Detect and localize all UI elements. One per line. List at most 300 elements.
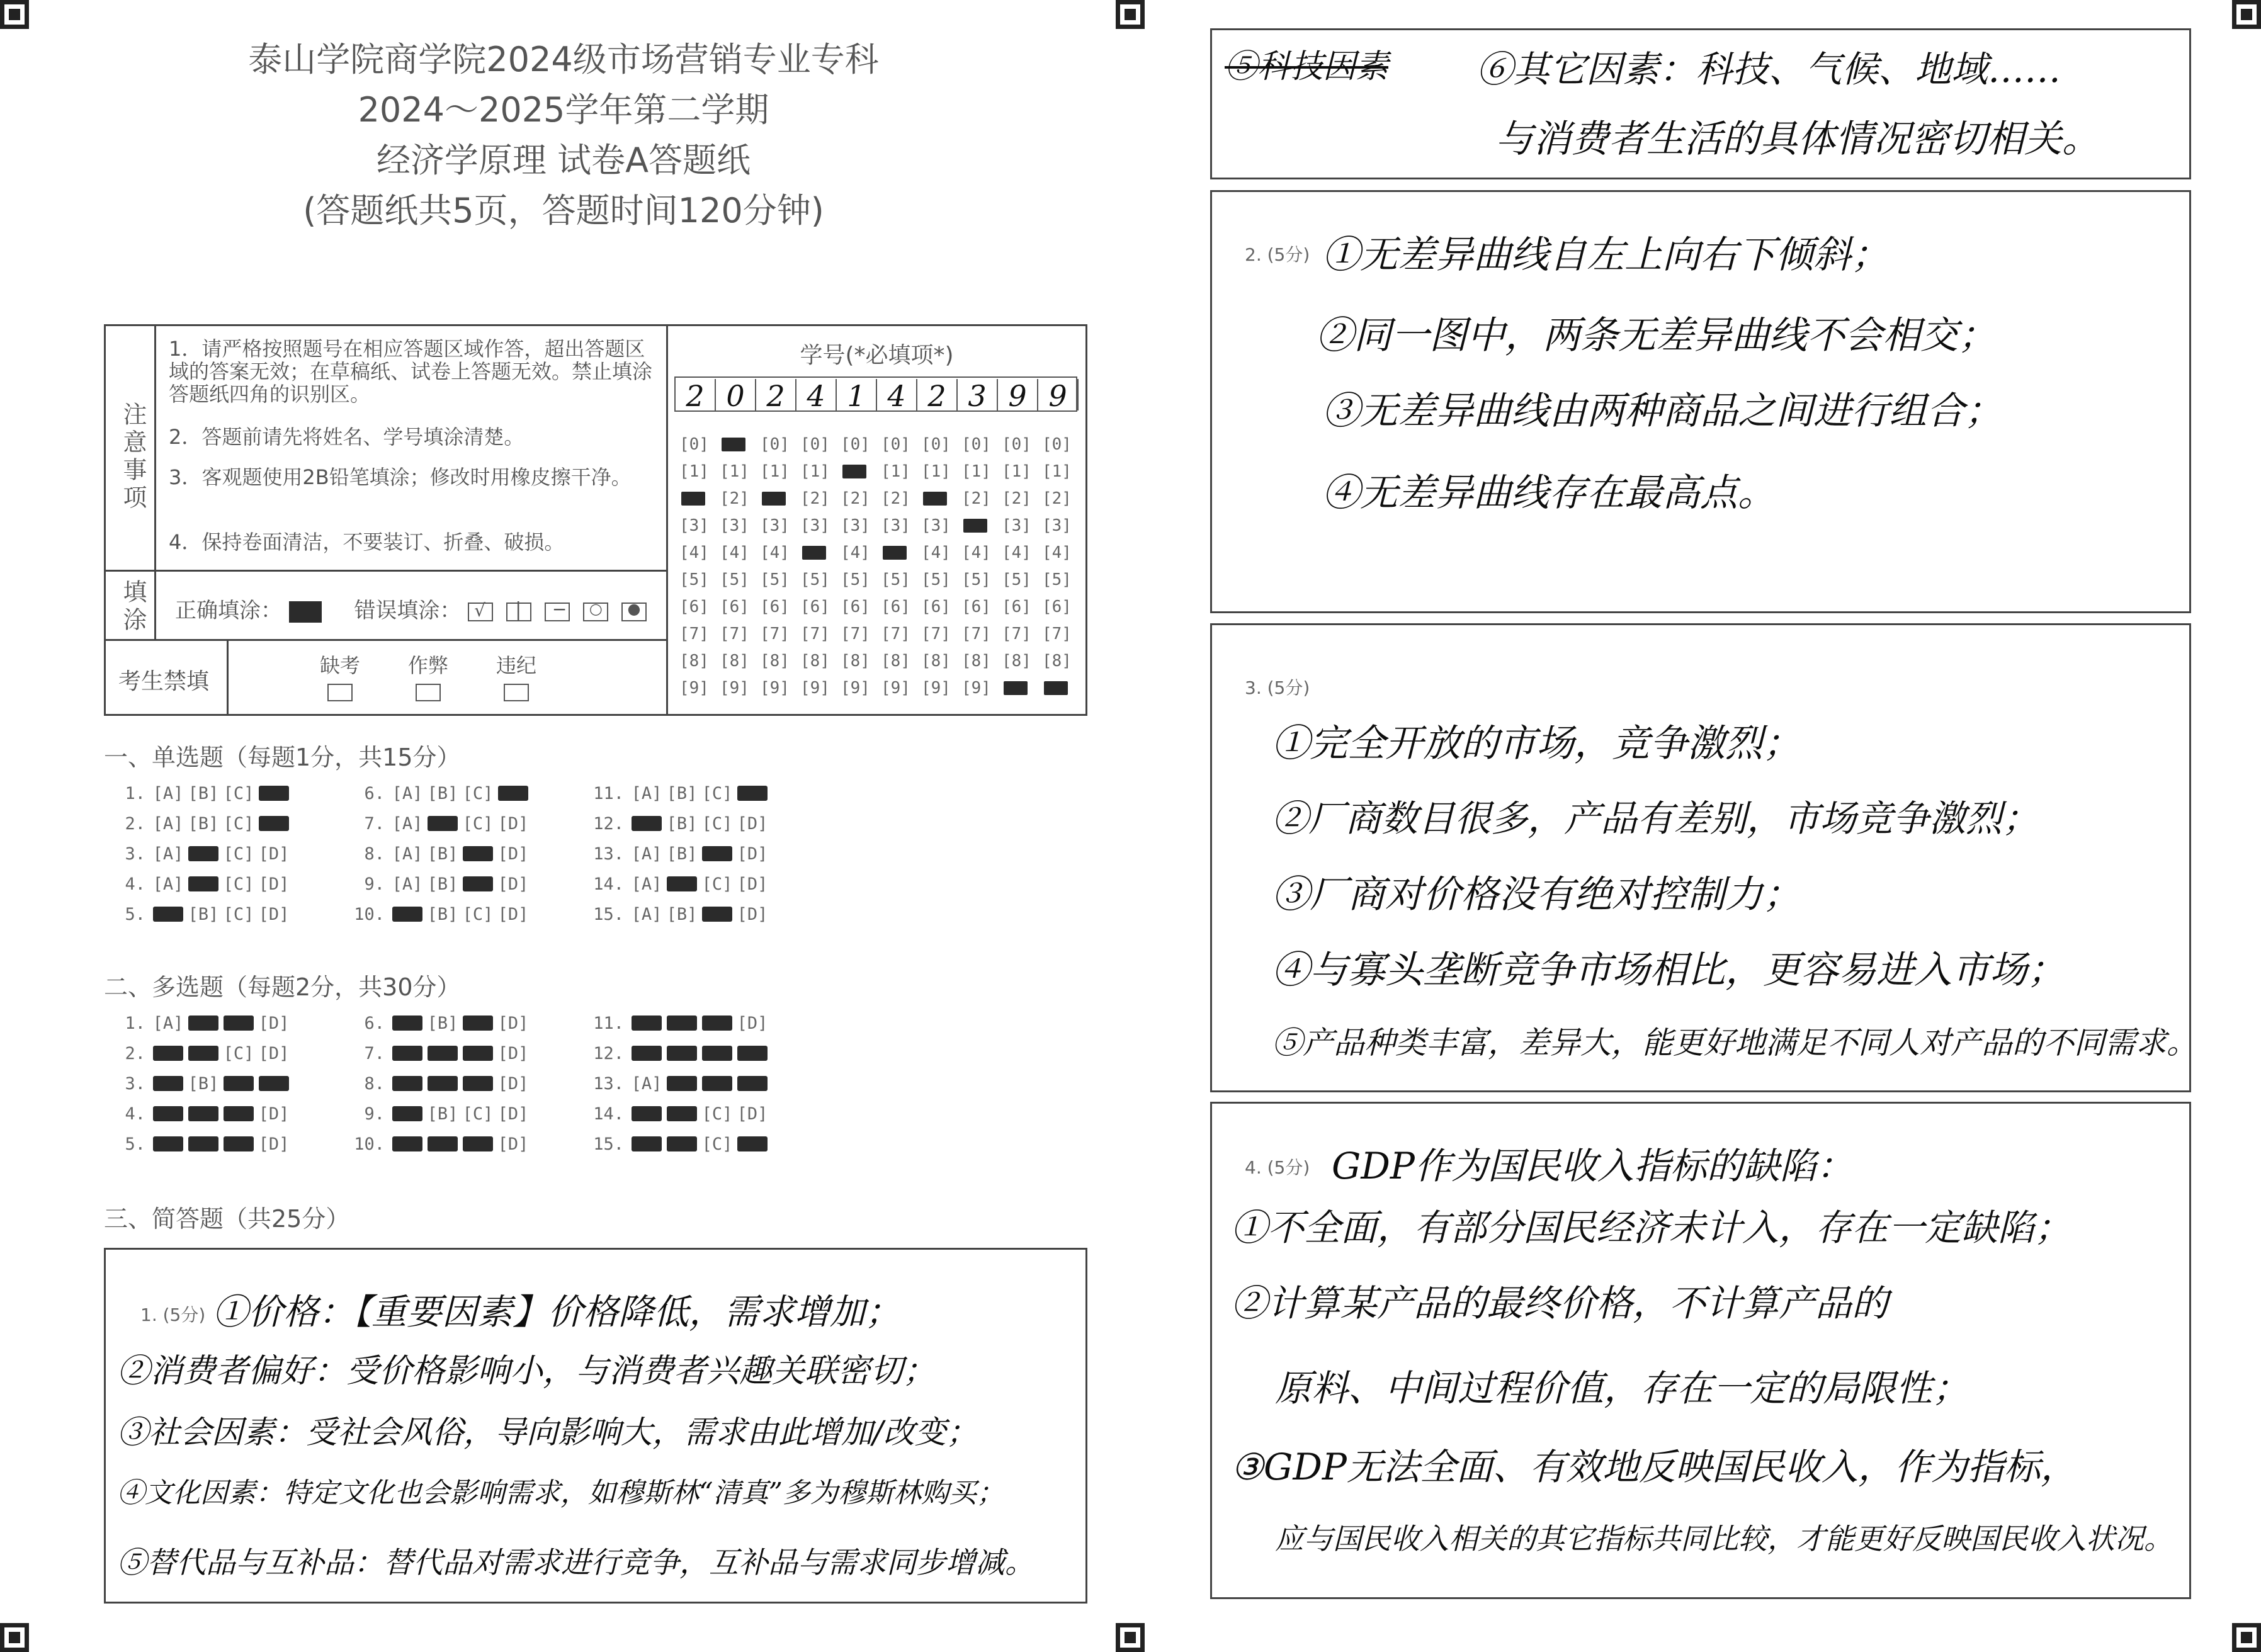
student-id-bubble[interactable]: [4] — [961, 543, 991, 562]
student-id-bubble[interactable]: [0] — [921, 435, 951, 454]
student-id-bubble[interactable]: [1] — [760, 462, 790, 481]
option-bubble[interactable]: [C] — [701, 1104, 733, 1124]
student-id-bubble[interactable]: [3] — [921, 516, 951, 535]
answer-box-q2[interactable] — [1210, 190, 2191, 613]
student-id-bubble[interactable]: [9] — [760, 679, 790, 698]
student-id-bubble[interactable]: [3] — [1042, 516, 1072, 535]
option-bubble[interactable]: [D] — [497, 1074, 529, 1094]
student-id-bubble[interactable]: [9] — [881, 679, 910, 698]
student-id-bubble[interactable]: [7] — [961, 625, 991, 643]
student-id-bubble[interactable]: [0] — [841, 435, 870, 454]
option-bubble[interactable] — [390, 905, 425, 922]
option-bubble[interactable]: [B] — [188, 905, 219, 924]
student-id-bubble[interactable]: [2] — [1002, 489, 1031, 508]
question-number: 6. — [364, 1014, 385, 1033]
question-row — [589, 905, 770, 924]
exam-header — [0, 35, 1127, 236]
student-id-bubble[interactable]: [8] — [720, 652, 749, 670]
student-id-bubble[interactable]: [8] — [841, 652, 870, 670]
student-id-bubble[interactable]: [8] — [961, 652, 991, 670]
option-bubble[interactable] — [150, 905, 186, 922]
option-bubble[interactable] — [664, 1134, 700, 1152]
q4-line-5: ③GDP无法全面、有效地反映国民收入，作为指标， — [1231, 1445, 2077, 1488]
question-number: 5. — [125, 905, 145, 924]
option-bubble[interactable] — [150, 1044, 186, 1061]
student-id-digit: 2 — [917, 379, 958, 410]
student-id-bubble[interactable]: [1] — [921, 462, 951, 481]
student-id-bubble[interactable] — [800, 541, 828, 564]
option-bubble[interactable] — [221, 1104, 256, 1122]
option-bubble[interactable]: [B] — [427, 874, 458, 894]
ban-section — [106, 641, 668, 714]
q2-line-1: ①无差异曲线自左上向右下倾斜； — [1322, 233, 1889, 277]
option-bubble[interactable] — [664, 1104, 700, 1122]
student-id-bubble[interactable]: [6] — [800, 597, 830, 616]
question-number: 1. — [125, 784, 145, 803]
student-id-bubble[interactable]: [4] — [841, 543, 870, 562]
option-bubble[interactable] — [664, 1014, 700, 1031]
student-id-bubble[interactable]: [4] — [1002, 543, 1031, 562]
option-bubble[interactable]: [D] — [258, 1044, 290, 1063]
student-id-digit: 2 — [756, 379, 796, 410]
option-bubble[interactable]: [D] — [737, 844, 768, 864]
question-row — [349, 905, 531, 924]
option-bubble[interactable]: [A] — [392, 844, 423, 864]
fill-example — [175, 593, 653, 624]
student-id-bubble[interactable]: [3] — [800, 516, 830, 535]
option-bubble[interactable] — [186, 1014, 221, 1031]
q1-cont-line-2: 与消费者生活的具体情况密切相关。 — [1495, 117, 2100, 161]
option-bubble[interactable] — [460, 844, 496, 862]
student-id-bubble[interactable]: [6] — [841, 597, 870, 616]
fill-label-cell — [106, 572, 156, 639]
student-id-bubble[interactable] — [881, 541, 909, 564]
option-bubble[interactable]: [C] — [223, 814, 254, 834]
student-id-bubble[interactable] — [760, 487, 788, 510]
q4-line-4: 原料、中间过程价值，存在一定的局限性； — [1275, 1367, 1969, 1410]
option-bubble[interactable] — [425, 1074, 460, 1092]
student-id-bubble[interactable]: [1] — [881, 462, 910, 481]
option-bubble[interactable] — [390, 1104, 425, 1122]
option-bubble[interactable] — [425, 1044, 460, 1061]
option-bubble[interactable]: [A] — [392, 784, 423, 803]
student-id-digit: 9 — [1038, 379, 1079, 410]
question-number: 14. — [593, 874, 624, 894]
question-row — [110, 1014, 292, 1033]
student-id-bubble[interactable]: [8] — [1002, 652, 1031, 670]
option-bubble[interactable] — [425, 1134, 460, 1152]
q1-line-2: ②消费者偏好：受价格影响小，与消费者兴趣关联密切； — [117, 1352, 936, 1390]
option-bubble[interactable]: [D] — [258, 874, 290, 894]
student-id-bubble[interactable]: [5] — [760, 570, 790, 589]
option-bubble[interactable] — [186, 1134, 221, 1152]
option-bubble[interactable]: [B] — [427, 1014, 458, 1033]
question-row — [589, 1134, 770, 1154]
option-bubble[interactable] — [629, 1104, 664, 1122]
answer-box-q1-continued[interactable] — [1210, 28, 2191, 179]
wrong-fill-label: 错误填涂： — [354, 598, 462, 623]
student-id-bubble[interactable] — [1002, 677, 1029, 699]
option-bubble[interactable]: [B] — [188, 784, 219, 803]
option-bubble[interactable]: [D] — [258, 1104, 290, 1124]
student-id-bubble[interactable]: [6] — [921, 597, 951, 616]
option-bubble[interactable] — [221, 1074, 256, 1092]
q1-line-5: ⑤替代品与互补品：替代品对需求进行竞争，互补品与需求同步增减。 — [117, 1546, 1034, 1580]
student-id-bubble[interactable]: [6] — [881, 597, 910, 616]
student-id-bubble[interactable]: [9] — [720, 679, 749, 698]
option-bubble[interactable]: [D] — [497, 1104, 529, 1124]
option-bubble[interactable] — [150, 1104, 186, 1122]
student-id-bubble[interactable]: [0] — [881, 435, 910, 454]
option-bubble[interactable] — [735, 784, 770, 801]
student-id-bubble[interactable] — [841, 460, 868, 483]
student-id-bubble[interactable]: [9] — [841, 679, 870, 698]
question-row — [110, 1044, 292, 1063]
student-id-bubble[interactable]: [0] — [1002, 435, 1031, 454]
option-bubble[interactable]: [A] — [152, 1014, 184, 1033]
student-id-bubble[interactable]: [9] — [800, 679, 830, 698]
single-choice-grid — [110, 784, 866, 935]
student-id-bubble[interactable]: [3] — [760, 516, 790, 535]
answer-box-q4[interactable] — [1210, 1102, 2191, 1599]
student-id-section — [668, 326, 1085, 714]
option-bubble[interactable]: [D] — [497, 1044, 529, 1063]
question-number: 11. — [593, 784, 624, 803]
student-id-bubble[interactable]: [9] — [921, 679, 951, 698]
option-bubble[interactable]: [A] — [631, 1074, 662, 1094]
option-bubble[interactable] — [735, 1074, 770, 1092]
option-bubble[interactable]: [B] — [427, 905, 458, 924]
student-id-bubble[interactable]: [5] — [881, 570, 910, 589]
option-bubble[interactable]: [B] — [188, 814, 219, 834]
option-bubble[interactable]: [D] — [737, 905, 768, 924]
ban-option-cheat[interactable]: 作弊 — [408, 650, 448, 701]
option-bubble[interactable] — [629, 814, 664, 832]
section3-title: 三、简答题（共25分） — [104, 1205, 350, 1233]
student-id-bubble[interactable]: [1] — [1002, 462, 1031, 481]
student-id-bubble[interactable]: [4] — [1042, 543, 1072, 562]
student-id-bubble[interactable]: [2] — [841, 489, 870, 508]
q1-struck-text: ⑤科技因素 — [1225, 48, 1389, 86]
student-id-bubble[interactable]: [1] — [679, 462, 709, 481]
student-id-bubble[interactable]: [7] — [841, 625, 870, 643]
option-bubble[interactable] — [390, 1134, 425, 1152]
student-id-bubble[interactable]: [6] — [679, 597, 709, 616]
student-id-bubble[interactable]: [2] — [881, 489, 910, 508]
student-id-bubble[interactable]: [2] — [961, 489, 991, 508]
option-bubble[interactable] — [390, 1044, 425, 1061]
option-bubble[interactable]: [D] — [497, 1134, 529, 1154]
student-id-bubble[interactable]: [1] — [961, 462, 991, 481]
question-row — [589, 874, 770, 894]
option-bubble[interactable]: [D] — [497, 844, 529, 864]
option-bubble[interactable] — [700, 1074, 735, 1092]
student-id-digit: 2 — [676, 379, 716, 410]
student-id-bubble[interactable]: [6] — [760, 597, 790, 616]
student-id-bubble[interactable] — [921, 487, 949, 510]
student-id-bubble[interactable]: [3] — [679, 516, 709, 535]
option-bubble[interactable]: [A] — [152, 814, 184, 834]
option-bubble[interactable] — [664, 1074, 700, 1092]
q1-line-4: ④文化因素：特定文化也会影响需求，如穆斯林“清真”多为穆斯林购买； — [117, 1477, 1004, 1509]
notice-label: 注意事项 — [119, 402, 147, 512]
student-id-bubble[interactable]: [7] — [679, 625, 709, 643]
ban-option-absent[interactable]: 缺考 — [320, 650, 360, 701]
answer-sheet-right-page — [1152, 0, 2261, 1652]
question-row — [589, 784, 770, 803]
option-bubble[interactable]: [A] — [631, 844, 662, 864]
option-bubble[interactable] — [496, 784, 531, 801]
fill-section — [106, 572, 668, 641]
option-bubble[interactable]: [B] — [427, 784, 458, 803]
student-id-bubble[interactable]: [0] — [800, 435, 830, 454]
student-id-bubble[interactable]: [4] — [679, 543, 709, 562]
option-bubble[interactable]: [D] — [258, 905, 290, 924]
option-bubble[interactable]: [A] — [152, 784, 184, 803]
student-id-bubble[interactable]: [7] — [800, 625, 830, 643]
student-id-bubble[interactable]: [0] — [961, 435, 991, 454]
option-bubble[interactable]: [C] — [462, 814, 494, 834]
option-bubble[interactable]: [C] — [701, 784, 733, 803]
notice-item-1: 1．请严格按照题号在相应答题区域作答，超出答题区域的答案无效；在草稿纸、试卷上答题无效。禁止填涂答题纸四角的识别区。 — [169, 337, 653, 406]
question-row — [349, 1044, 531, 1063]
student-id-bubble[interactable]: [2] — [720, 489, 749, 508]
option-bubble[interactable] — [460, 1074, 496, 1092]
student-id-bubble[interactable]: [7] — [921, 625, 951, 643]
option-bubble[interactable]: [A] — [152, 874, 184, 894]
question-row — [110, 784, 292, 803]
student-id-bubble[interactable]: [1] — [1042, 462, 1072, 481]
student-id-bubble[interactable] — [720, 433, 747, 456]
student-id-bubble[interactable] — [961, 514, 989, 537]
header-line-1: 泰山学院商学院2024级市场营销专业专科 — [248, 40, 879, 79]
student-id-bubble[interactable]: [8] — [1042, 652, 1072, 670]
option-bubble[interactable]: [D] — [497, 874, 529, 894]
student-id-bubble[interactable]: [1] — [800, 462, 830, 481]
option-bubble[interactable]: [C] — [223, 1044, 254, 1063]
question-number: 9. — [364, 1104, 385, 1124]
option-bubble[interactable]: [A] — [631, 784, 662, 803]
student-id-bubble[interactable]: [5] — [800, 570, 830, 589]
student-id-bubble[interactable]: [5] — [841, 570, 870, 589]
option-bubble[interactable]: [D] — [497, 905, 529, 924]
question-number: 4. — [125, 874, 145, 894]
student-id-bubble[interactable]: [3] — [1002, 516, 1031, 535]
student-id-bubble[interactable]: [8] — [921, 652, 951, 670]
option-bubble[interactable] — [700, 1044, 735, 1061]
option-bubble[interactable] — [425, 814, 460, 832]
option-bubble[interactable]: [C] — [462, 905, 494, 924]
question-row — [349, 814, 531, 834]
answer-box-q1[interactable] — [104, 1248, 1087, 1604]
student-id-bubble[interactable]: [5] — [1042, 570, 1072, 589]
student-id-bubble[interactable]: [8] — [800, 652, 830, 670]
header-line-4: (答题纸共5页，答题时间120分钟) — [303, 191, 824, 230]
student-id-bubble[interactable]: [7] — [760, 625, 790, 643]
student-id-bubble[interactable]: [5] — [1002, 570, 1031, 589]
option-bubble[interactable]: [C] — [701, 814, 733, 834]
student-id-bubble[interactable]: [1] — [720, 462, 749, 481]
student-id-bubble[interactable]: [7] — [1002, 625, 1031, 643]
option-bubble[interactable]: [C] — [223, 844, 254, 864]
question-number: 12. — [593, 814, 624, 834]
student-id-bubble[interactable]: [8] — [679, 652, 709, 670]
option-bubble[interactable]: [C] — [701, 1134, 733, 1154]
q3-line-3: ③厂商对价格没有绝对控制力； — [1272, 873, 1801, 917]
option-bubble[interactable]: [C] — [223, 784, 254, 803]
option-bubble[interactable] — [735, 1134, 770, 1152]
question-number: 6. — [364, 784, 385, 803]
option-bubble[interactable]: [B] — [666, 784, 698, 803]
student-id-bubble[interactable]: [5] — [720, 570, 749, 589]
option-bubble[interactable] — [256, 814, 292, 832]
option-bubble[interactable] — [390, 1074, 425, 1092]
student-id-bubble[interactable]: [5] — [921, 570, 951, 589]
student-id-bubble[interactable]: [3] — [881, 516, 910, 535]
question-row — [110, 905, 292, 924]
notice-item-3: 3．客观题使用2B铅笔填涂；修改时用橡皮擦干净。 — [169, 465, 632, 489]
student-id-bubble[interactable]: [3] — [841, 516, 870, 535]
option-bubble[interactable] — [186, 1044, 221, 1061]
option-bubble[interactable] — [629, 1014, 664, 1031]
option-bubble[interactable]: [D] — [737, 1104, 768, 1124]
student-id-bubble[interactable]: [7] — [881, 625, 910, 643]
option-bubble[interactable] — [629, 1134, 664, 1152]
option-bubble[interactable]: [D] — [497, 1014, 529, 1033]
student-id-bubble[interactable]: [6] — [1002, 597, 1031, 616]
student-id-bubble-grid — [674, 433, 1077, 710]
option-bubble[interactable] — [735, 1044, 770, 1061]
student-id-bubble[interactable]: [4] — [760, 543, 790, 562]
option-bubble[interactable]: [A] — [392, 814, 423, 834]
option-bubble[interactable]: [B] — [427, 1104, 458, 1124]
option-bubble[interactable]: [B] — [666, 844, 698, 864]
option-bubble[interactable]: [D] — [737, 814, 768, 834]
option-bubble[interactable] — [186, 844, 221, 862]
option-bubble[interactable] — [664, 874, 700, 892]
student-id-bubble[interactable]: [4] — [921, 543, 951, 562]
student-id-digit: 1 — [837, 379, 877, 410]
option-bubble[interactable] — [629, 1044, 664, 1061]
ban-option-violation[interactable]: 违纪 — [496, 650, 536, 701]
option-bubble[interactable]: [C] — [462, 1104, 494, 1124]
question-number: 7. — [364, 1044, 385, 1063]
option-bubble[interactable]: [A] — [631, 905, 662, 924]
option-bubble[interactable] — [664, 1044, 700, 1061]
option-bubble[interactable]: [B] — [666, 814, 698, 834]
option-bubble[interactable] — [221, 1014, 256, 1031]
option-bubble[interactable] — [700, 1014, 735, 1031]
option-bubble[interactable] — [700, 905, 735, 922]
option-bubble[interactable]: [A] — [631, 874, 662, 894]
q1-cont-line-1: ⑥其它因素：科技、气候、地域…… — [1476, 48, 2061, 91]
option-bubble[interactable]: [D] — [258, 1134, 290, 1154]
student-id-bubble[interactable]: [2] — [800, 489, 830, 508]
student-id-bubble[interactable]: [6] — [1042, 597, 1072, 616]
student-id-bubble[interactable] — [679, 487, 707, 510]
option-bubble[interactable]: [B] — [666, 905, 698, 924]
student-id-bubble[interactable]: [7] — [1042, 625, 1072, 643]
student-id-bubble[interactable]: [0] — [1042, 435, 1072, 454]
q4-label: 4. (5分) — [1245, 1157, 1310, 1178]
option-bubble[interactable]: [D] — [258, 1014, 290, 1033]
question-number: 1. — [125, 1014, 145, 1033]
student-id-bubble[interactable]: [4] — [720, 543, 749, 562]
option-bubble[interactable] — [390, 1014, 425, 1031]
question-row — [349, 1134, 531, 1154]
question-row — [110, 814, 292, 834]
option-bubble[interactable] — [460, 1044, 496, 1061]
option-bubble[interactable] — [221, 1134, 256, 1152]
option-bubble[interactable] — [256, 784, 292, 801]
student-id-bubble[interactable]: [6] — [961, 597, 991, 616]
student-id-bubble[interactable]: [0] — [760, 435, 790, 454]
option-bubble[interactable] — [150, 1074, 186, 1092]
student-id-bubble[interactable]: [0] — [679, 435, 709, 454]
option-bubble[interactable]: [C] — [223, 874, 254, 894]
section2-title: 二、多选题（每题2分，共30分） — [104, 973, 461, 1001]
option-bubble[interactable] — [186, 1104, 221, 1122]
student-id-digit: 4 — [796, 379, 837, 410]
option-bubble[interactable] — [700, 844, 735, 862]
option-bubble[interactable]: [B] — [427, 844, 458, 864]
option-bubble[interactable] — [460, 1134, 496, 1152]
student-id-bubble[interactable]: [8] — [881, 652, 910, 670]
notice-item-4: 4．保持卷面清洁，不要装订、折叠、破损。 — [169, 530, 565, 554]
option-bubble[interactable] — [460, 874, 496, 892]
option-bubble[interactable]: [D] — [258, 844, 290, 864]
student-id-bubble[interactable]: [8] — [760, 652, 790, 670]
student-id-bubble[interactable]: [5] — [679, 570, 709, 589]
option-bubble[interactable]: [D] — [737, 1014, 768, 1033]
question-number: 13. — [593, 844, 624, 864]
option-bubble[interactable]: [D] — [497, 814, 529, 834]
question-number: 15. — [593, 905, 624, 924]
question-row — [349, 1074, 531, 1094]
student-id-bubble[interactable]: [6] — [720, 597, 749, 616]
student-id-bubble[interactable]: [9] — [961, 679, 991, 698]
student-id-bubble[interactable]: [9] — [679, 679, 709, 698]
answer-box-q3[interactable] — [1210, 623, 2198, 1092]
student-id-bubble[interactable]: [7] — [720, 625, 749, 643]
option-bubble[interactable]: [C] — [462, 784, 494, 803]
student-id-bubble[interactable]: [2] — [1042, 489, 1072, 508]
option-bubble[interactable]: [C] — [223, 905, 254, 924]
option-bubble[interactable] — [150, 1134, 186, 1152]
question-number: 15. — [593, 1134, 624, 1154]
option-bubble[interactable] — [186, 874, 221, 892]
student-id-bubble[interactable]: [5] — [961, 570, 991, 589]
option-bubble[interactable]: [A] — [152, 844, 184, 864]
question-row — [349, 784, 531, 803]
q4-line-2: ①不全面，有部分国民经济未计入，存在一定缺陷； — [1231, 1206, 2071, 1249]
option-bubble[interactable]: [D] — [737, 874, 768, 894]
q3-line-1: ①完全开放的市场，竞争激烈； — [1272, 721, 1801, 766]
option-bubble[interactable]: [A] — [392, 874, 423, 894]
correct-fill-mark — [289, 601, 322, 623]
student-id-digit: 3 — [958, 379, 998, 410]
q4-line-3: ②计算某产品的最终价格，不计算产品的 — [1231, 1282, 1889, 1325]
q3-line-5: ⑤产品种类丰富，差异大，能更好地满足不同人对产品的不同需求。 — [1272, 1025, 2198, 1061]
option-bubble[interactable] — [460, 1014, 496, 1031]
student-id-bubble[interactable]: [3] — [720, 516, 749, 535]
question-number: 4. — [125, 1104, 145, 1124]
option-bubble[interactable] — [256, 1074, 292, 1092]
option-bubble[interactable]: [B] — [188, 1074, 219, 1094]
question-row — [349, 844, 531, 864]
student-id-bubble[interactable] — [1042, 677, 1070, 699]
option-bubble[interactable]: [C] — [701, 874, 733, 894]
